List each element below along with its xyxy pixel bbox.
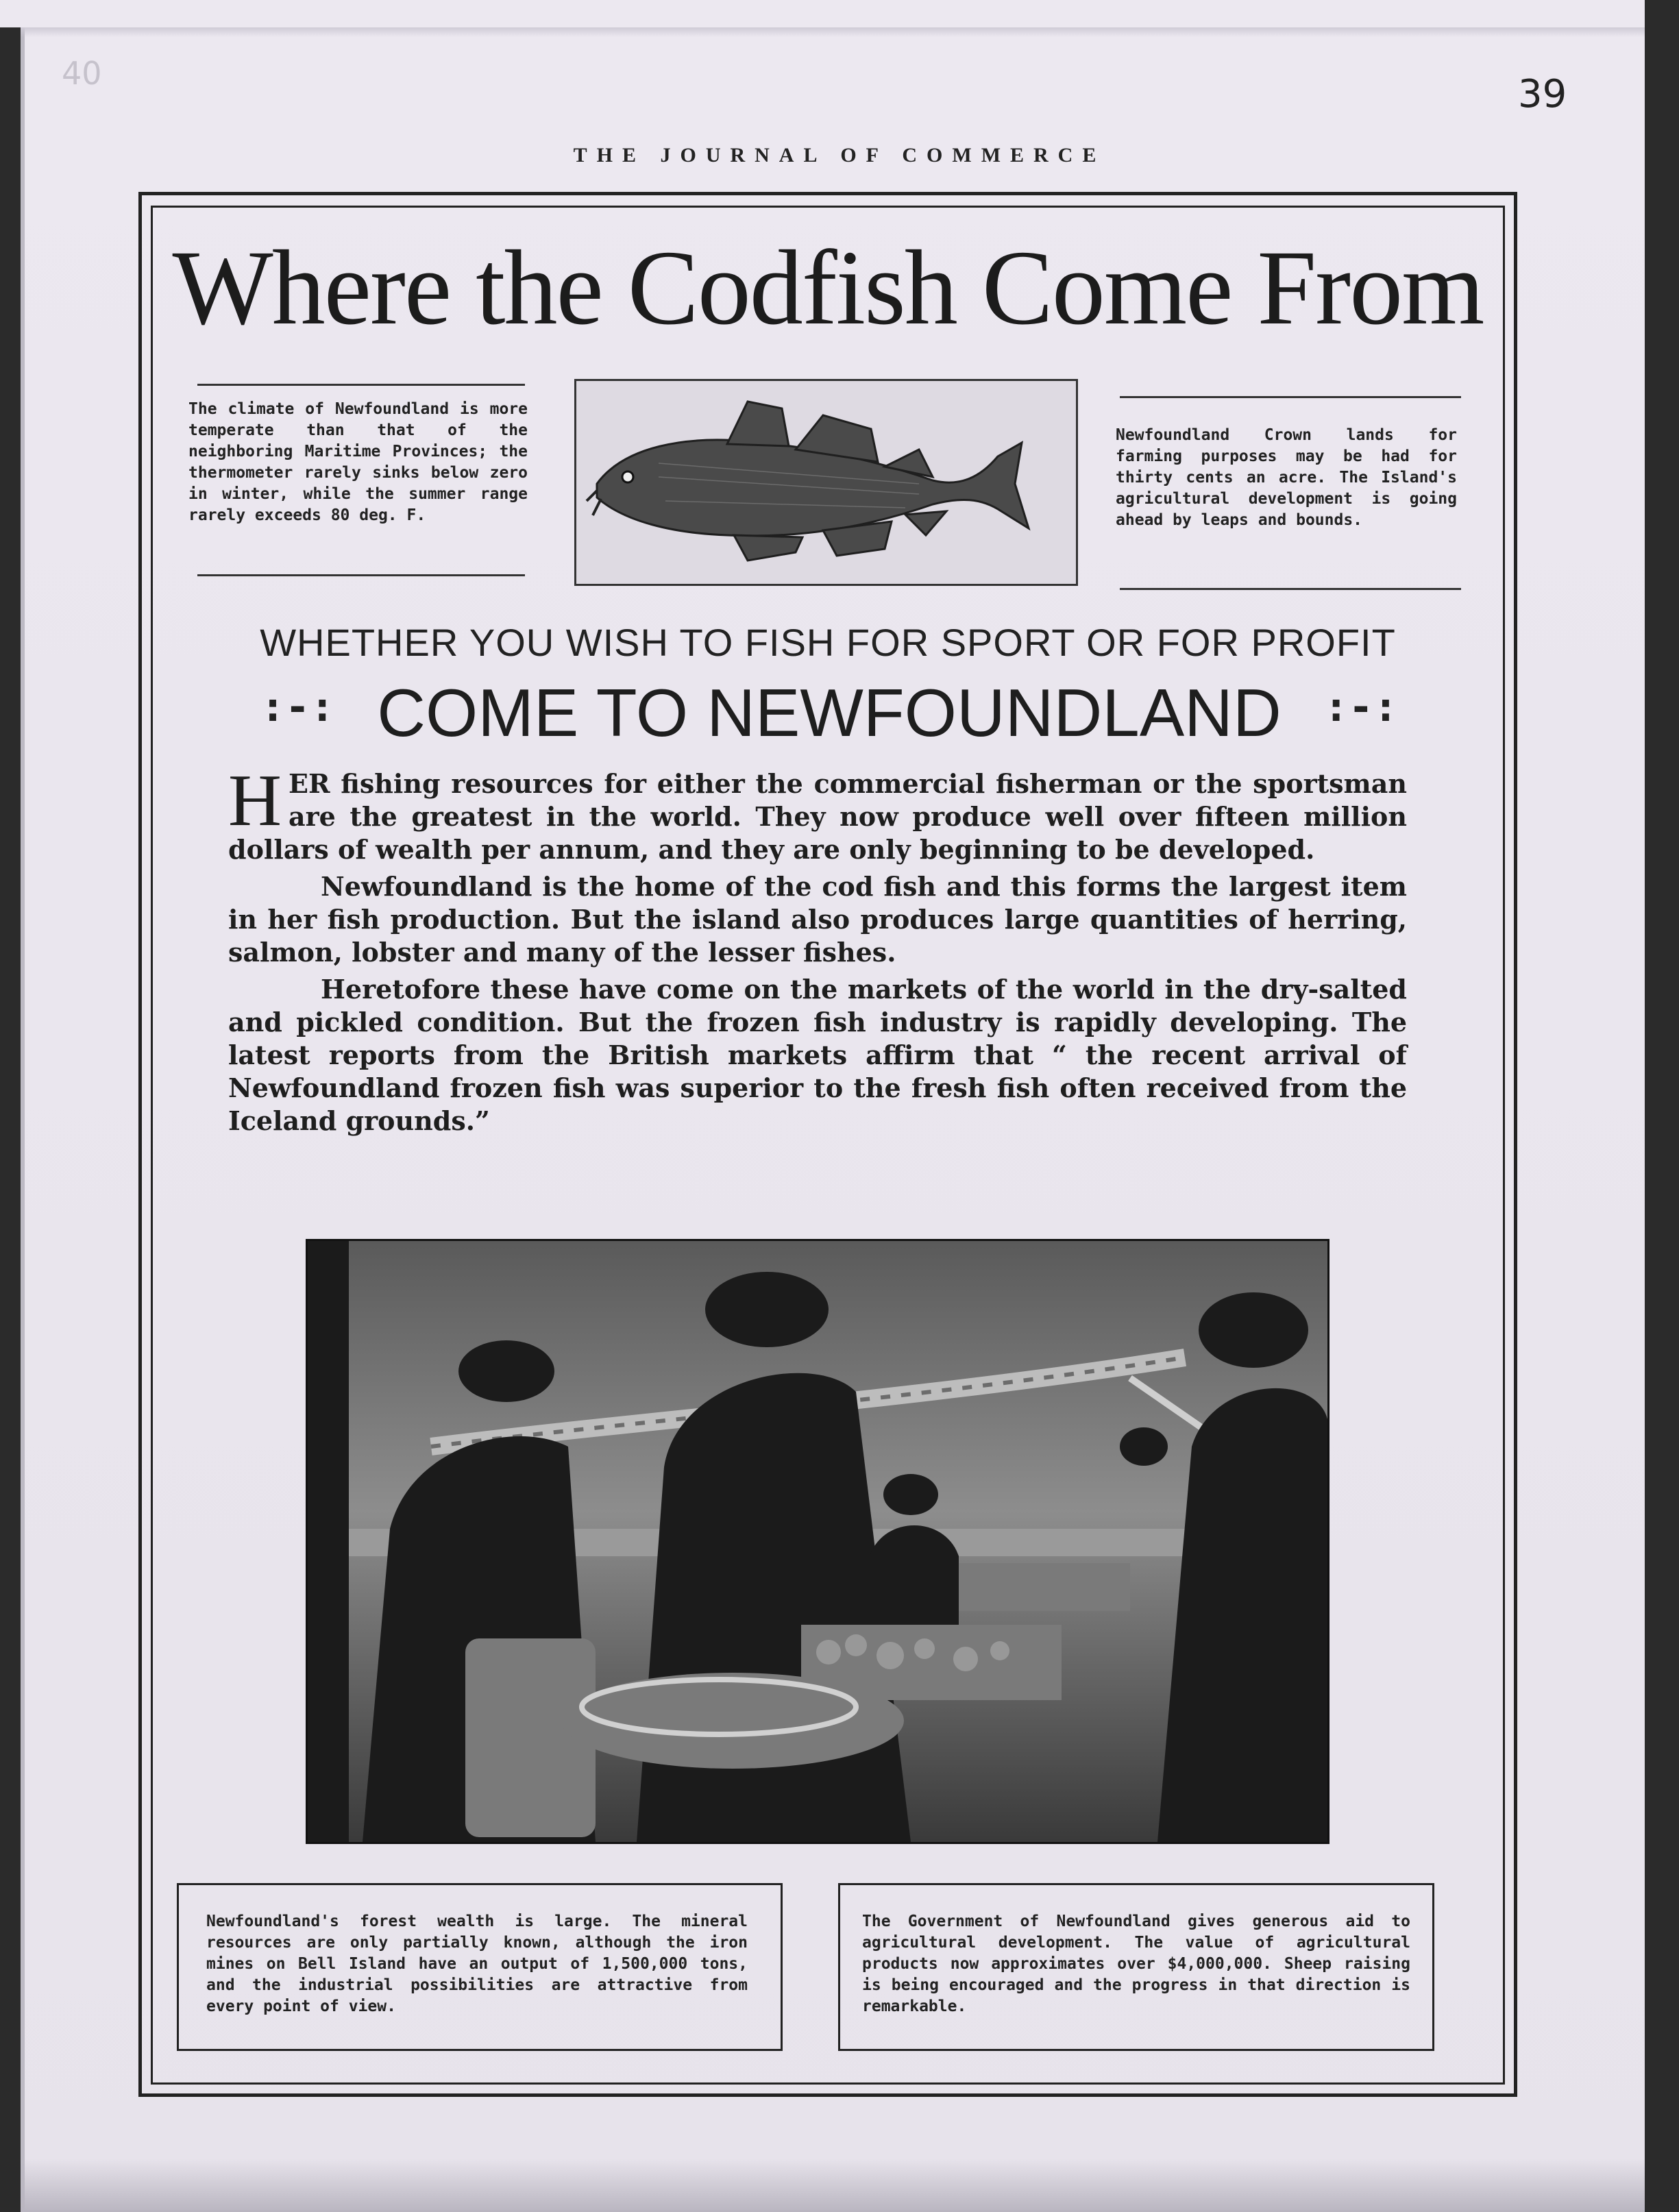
- body-paragraph-3: Heretofore these have come on the markets of the world in the dry-salted and pickled condition. But the frozen fish industry is rapidly developing. The latest reports from the British markets affirm that “ the recent arrival of Newfoundland frozen fish was superior to the fresh fish often received from the Iceland grounds.”: [228, 974, 1407, 1136]
- fishermen-photo: [306, 1239, 1329, 1844]
- body-paragraph-1-text: ER fishing resources for either the commercial fisherman or the sportsman are the greatest in the world. They now produce well over fifteen million dollars of wealth per annum, and they are only beginning to be developed.: [228, 768, 1407, 865]
- forest-wealth-box: [177, 1883, 783, 2051]
- headline: Where the Codfish Come From: [172, 228, 1484, 347]
- subhead: WHETHER YOU WISH TO FISH FOR SPORT OR FOR PROFIT: [260, 621, 1396, 664]
- left-note-bottom-rule: [197, 574, 525, 576]
- agriculture-text: The Government of Newfoundland gives generous aid to agricultural development. The value of agricultural products now approximates over $4,000,000. Sheep raising is being encouraged and the progress in that direction is remarkable.: [862, 1913, 1410, 2015]
- right-note-bottom-rule: [1120, 588, 1461, 590]
- come-title: COME TO NEWFOUNDLAND: [377, 675, 1282, 750]
- agriculture-box: [838, 1883, 1434, 2051]
- right-note: Newfoundland Crown lands for farming purposes may be had for thirty cents an acre. The Island's agricultural development is going ahead by leaps and bounds.: [1116, 426, 1457, 529]
- body-paragraph-2: Newfoundland is the home of the cod fish and this forms the largest item in her fish production. But the island also produces large quantities of herring, salmon, lobster and many of the lesser fishes.: [228, 871, 1407, 968]
- binding-edge-highlight: [21, 27, 25, 2212]
- fish-eye: [622, 471, 633, 482]
- codfish-icon: [576, 381, 1076, 584]
- left-note: The climate of Newfoundland is more temperate than that of the neighboring Maritime Provinces; the thermometer rarely sinks below zero in winter, while the summer range rarely exceeds 80 deg. F.: [188, 400, 528, 524]
- body-copy: [228, 760, 1407, 1142]
- ornament-left: :-:: [260, 683, 335, 731]
- left-note-top-rule: [197, 384, 525, 386]
- ornament-right: :-:: [1323, 683, 1398, 731]
- journal-header: THE JOURNAL OF COMMERCE: [573, 144, 1106, 167]
- codfish-illustration: [574, 379, 1078, 586]
- bottom-shadow: [21, 2159, 1645, 2212]
- body-paragraph-1: [228, 760, 1407, 866]
- come-to-newfoundland-row: [254, 675, 1405, 750]
- faint-page-number: 40: [62, 55, 102, 92]
- page-number: 39: [1518, 72, 1567, 116]
- drop-cap: H: [228, 760, 282, 841]
- fishermen-photo-image: [308, 1241, 1327, 1842]
- binding-edge: [0, 27, 21, 2212]
- top-shadow: [21, 27, 1645, 37]
- scan-edge: [1645, 0, 1679, 2212]
- forest-wealth-text: Newfoundland's forest wealth is large. The mineral resources are only partially known, although the iron mines on Bell Island have an output of 1,500,000 tons, and the industrial possibilities are attractive from every point of view.: [206, 1913, 748, 2015]
- right-note-top-rule: [1120, 396, 1461, 398]
